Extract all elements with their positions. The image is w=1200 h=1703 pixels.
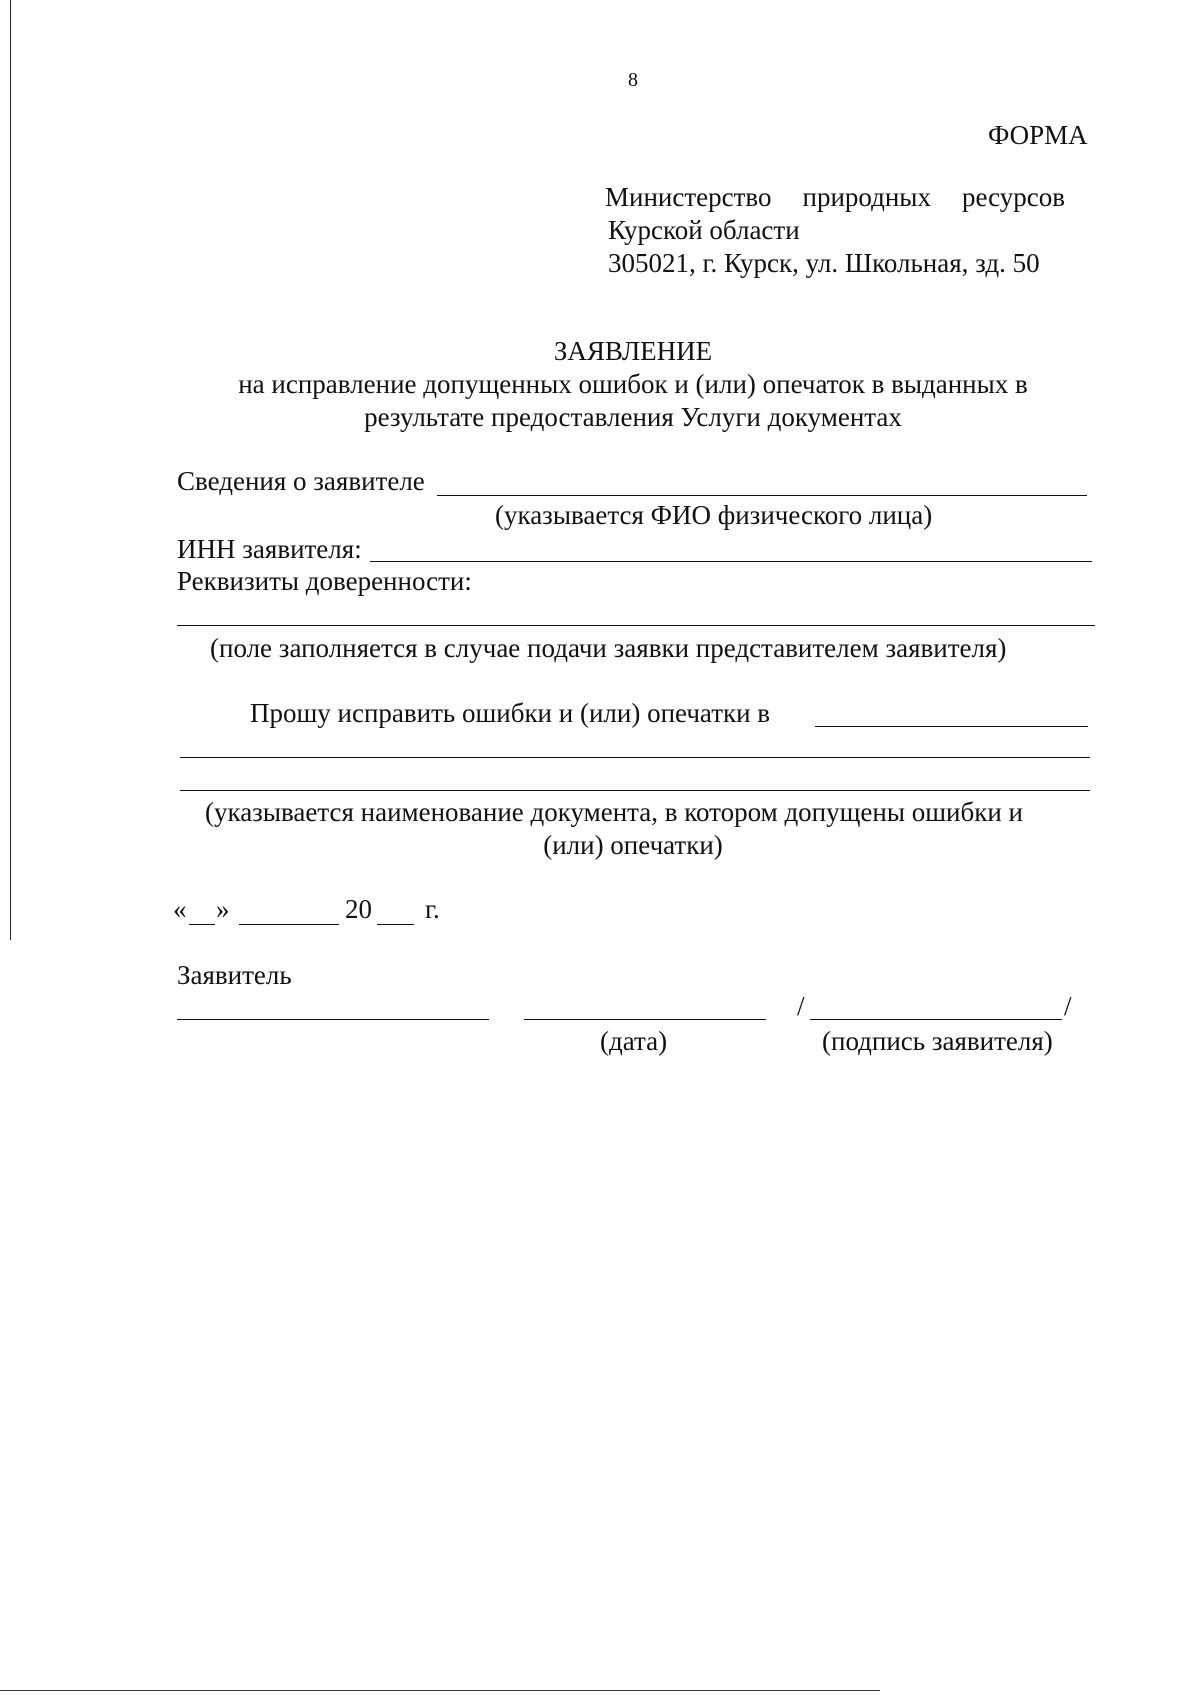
signature-slash-left: / xyxy=(797,991,805,1021)
document-hint-line-2: (или) опечатки) xyxy=(543,830,723,860)
date-open-quote: « xyxy=(173,894,187,924)
date-close-quote: » xyxy=(216,894,230,924)
applicant-info-field[interactable] xyxy=(437,495,1087,496)
power-of-attorney-field[interactable] xyxy=(177,625,1095,626)
applicant-label: Заявитель xyxy=(177,960,292,990)
inn-label: ИНН заявителя: xyxy=(177,534,362,564)
applicant-info-label: Сведения о заявителе xyxy=(177,466,425,496)
request-document-field-3[interactable] xyxy=(180,790,1090,791)
request-text: Прошу исправить ошибки и (или) опечатки в xyxy=(250,698,771,728)
form-label: ФОРМА xyxy=(988,120,1088,150)
applicant-name-field[interactable] xyxy=(177,1019,489,1020)
year-suffix: г. xyxy=(425,894,440,924)
page-number: 8 xyxy=(628,69,638,91)
signature-slash-right: / xyxy=(1064,991,1072,1021)
inn-field[interactable] xyxy=(370,561,1092,562)
document-hint-line-1: (указывается наименование документа, в котором допущены ошибки и xyxy=(205,797,1023,827)
year-prefix: 20 xyxy=(345,894,372,924)
day-field[interactable] xyxy=(189,924,215,925)
addressee-line-2: Курской области xyxy=(608,215,800,245)
power-of-attorney-label: Реквизиты доверенности: xyxy=(177,566,472,596)
document-subtitle-line-1: на исправление допущенных ошибок и (или) опечаток в выданных в xyxy=(238,369,1028,399)
year-field[interactable] xyxy=(377,924,414,925)
request-document-field-2[interactable] xyxy=(180,757,1090,758)
signature-field[interactable] xyxy=(810,1019,1062,1020)
date-field[interactable] xyxy=(524,1019,766,1020)
power-of-attorney-hint: (поле заполняется в случае подачи заявки представителем заявителя) xyxy=(210,633,1007,663)
scan-left-edge xyxy=(10,0,11,940)
signature-hint: (подпись заявителя) xyxy=(822,1026,1053,1056)
document-subtitle-line-2: результате предоставления Услуги документах xyxy=(364,402,902,432)
document-title: ЗАЯВЛЕНИЕ xyxy=(553,336,713,366)
date-hint: (дата) xyxy=(600,1026,668,1056)
addressee-line-3: 305021, г. Курск, ул. Школьная, зд. 50 xyxy=(608,248,1040,278)
request-document-field-1[interactable] xyxy=(815,726,1088,727)
applicant-info-hint: (указывается ФИО физического лица) xyxy=(495,500,933,530)
month-field[interactable] xyxy=(239,924,339,925)
scan-bottom-edge xyxy=(0,1690,880,1691)
addressee-line-1: Министерство природных ресурсов xyxy=(605,182,1065,212)
